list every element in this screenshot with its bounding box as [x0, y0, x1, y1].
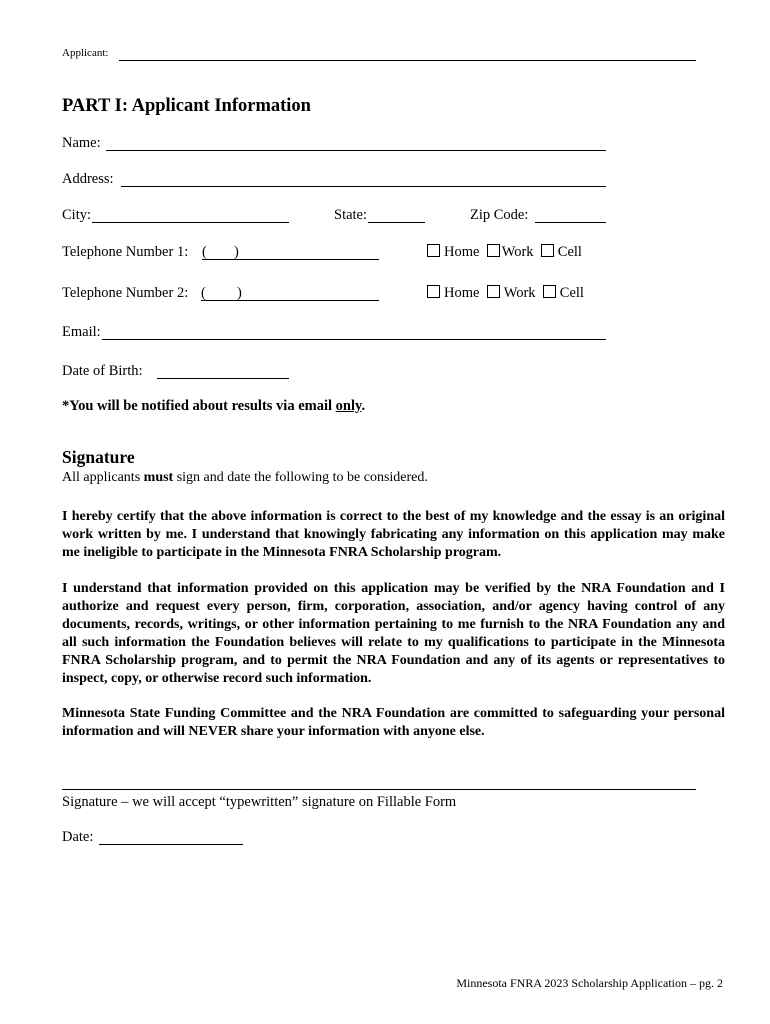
part1-title: PART I: Applicant Information: [62, 96, 311, 116]
tel1-work-option[interactable]: Work: [487, 244, 534, 260]
privacy-paragraph: Minnesota State Funding Committee and the NRA Foundation are committed to safeguarding your personal information and will NEVER share your information with anyone else.: [62, 706, 725, 739]
date-label: Date:: [62, 829, 94, 845]
tel2-area-open: (: [201, 285, 206, 301]
checkbox-icon[interactable]: [541, 244, 554, 257]
applicant-label: Applicant:: [62, 47, 109, 59]
state-field[interactable]: [368, 222, 425, 223]
tel1-home-option[interactable]: Home: [427, 244, 479, 260]
dob-field[interactable]: [157, 378, 289, 379]
address-field[interactable]: [121, 186, 606, 187]
zip-label: Zip Code:: [470, 207, 529, 223]
tel1-type-options: [427, 244, 582, 261]
tel2-label: Telephone Number 2:: [62, 285, 189, 301]
tel1-label: Telephone Number 1:: [62, 244, 189, 260]
date-field[interactable]: [99, 844, 243, 845]
tel2-type-options: [427, 285, 584, 302]
tel2-work-option[interactable]: Work: [487, 285, 536, 301]
dob-label: Date of Birth:: [62, 363, 143, 379]
authorization-paragraph: I understand that information provided on this application may be verified by the NRA Foundation and I authorize and request every person, firm, corporation, association, and/or agency having control of any documents, records, writings, or other information pertaining to me furnish to the NRA Foundation any and all such information the Foundation believes will relate to my qualifications to participate in the Minnesota FNRA Scholarship program, and to permit the NRA Foundation and any of its agents or representatives to inspect, copy, or otherwise record such information.: [62, 581, 725, 686]
signature-title: Signature: [62, 447, 135, 467]
signature-intro: All applicants must sign and date the following to be considered.: [62, 470, 428, 485]
city-field[interactable]: [92, 222, 289, 223]
page-footer: Minnesota FNRA 2023 Scholarship Application – pg. 2: [456, 976, 723, 990]
email-label: Email:: [62, 324, 101, 340]
checkbox-icon[interactable]: [487, 285, 500, 298]
name-field[interactable]: [106, 150, 606, 151]
name-label: Name:: [62, 135, 101, 151]
state-label: State:: [334, 207, 368, 223]
checkbox-icon[interactable]: [427, 244, 440, 257]
signature-field[interactable]: [62, 789, 696, 790]
tel2-home-option[interactable]: Home: [427, 285, 479, 301]
tel1-cell-option[interactable]: Cell: [541, 244, 582, 260]
checkbox-icon[interactable]: [543, 285, 556, 298]
tel2-cell-option[interactable]: Cell: [543, 285, 584, 301]
tel1-field[interactable]: [202, 259, 379, 260]
certification-paragraph: I hereby certify that the above information is correct to the best of my knowledge and the essay is an original work written by me. I understand that knowingly fabricating any information on this application may make me ineligible to participate in the Minnesota FNRA Scholarship program.: [62, 509, 725, 560]
checkbox-icon[interactable]: [487, 244, 500, 257]
tel2-area-close: ): [237, 285, 242, 301]
tel1-area-open: (: [202, 244, 207, 260]
email-notice: *You will be notified about results via email only.: [62, 398, 366, 414]
tel2-field[interactable]: [201, 300, 379, 301]
checkbox-icon[interactable]: [427, 285, 440, 298]
email-field[interactable]: [102, 339, 606, 340]
address-label: Address:: [62, 171, 114, 187]
applicant-field[interactable]: [119, 60, 696, 61]
signature-caption: Signature – we will accept “typewritten” signature on Fillable Form: [62, 794, 457, 810]
zip-field[interactable]: [535, 222, 606, 223]
tel1-area-close: ): [234, 244, 239, 260]
city-label: City:: [62, 207, 92, 223]
